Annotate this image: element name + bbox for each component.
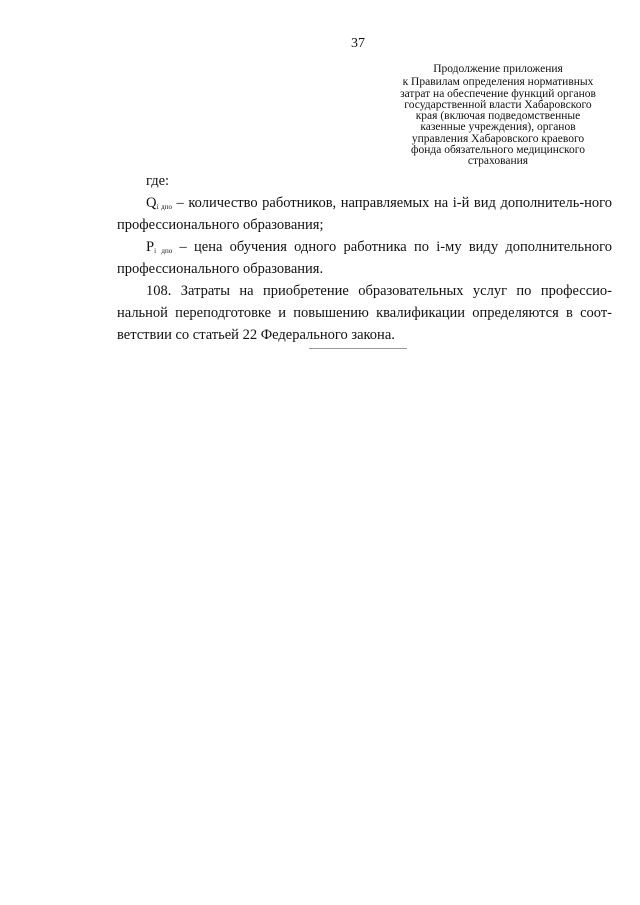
appendix-header-line: страхования	[467, 155, 529, 168]
p-definition: – цена обучения одного работника по i-му виду дополнительного профессионального образования.	[117, 239, 612, 277]
paragraph-108: 108. Затраты на приобретение образовательных услуг по профессио-нальной переподготовке и повышению квалификации определяются в соот-ветствии со статьей 22 Федерального закона.	[117, 283, 612, 343]
appendix-header-line: края (включая подведомственные	[415, 110, 581, 123]
p-symbol: $P_{i дпо}$	[146, 239, 173, 255]
appendix-header-line: государственной власти Хабаровского	[404, 98, 592, 111]
appendix-header-line: казенные учреждения), органов	[420, 121, 576, 134]
page-number: 37	[351, 36, 365, 51]
appendix-header-line: затрат на обеспечение функций органов	[400, 87, 596, 100]
q-definition: – количество работников, направляемых на i-й вид дополнитель-ного профессионального образования;	[117, 195, 612, 233]
q-symbol: $Q_{i дпо}$	[146, 195, 172, 211]
q-definition-paragraph	[117, 192, 612, 236]
p-definition-paragraph	[117, 236, 612, 280]
where-label: где:	[146, 173, 170, 189]
appendix-header-line: управления Хабаровского краевого	[411, 132, 585, 145]
appendix-header-line: к Правилам определения нормативных	[402, 76, 594, 89]
footer-rule	[309, 348, 407, 349]
p-subscript: i дпо	[154, 247, 173, 255]
appendix-header-title: Продолжение приложения	[433, 63, 563, 75]
appendix-header-line: фонда обязательного медицинского	[411, 144, 585, 157]
q-subscript: i дпо	[156, 203, 172, 211]
body-text	[117, 170, 612, 346]
appendix-header	[376, 64, 620, 168]
